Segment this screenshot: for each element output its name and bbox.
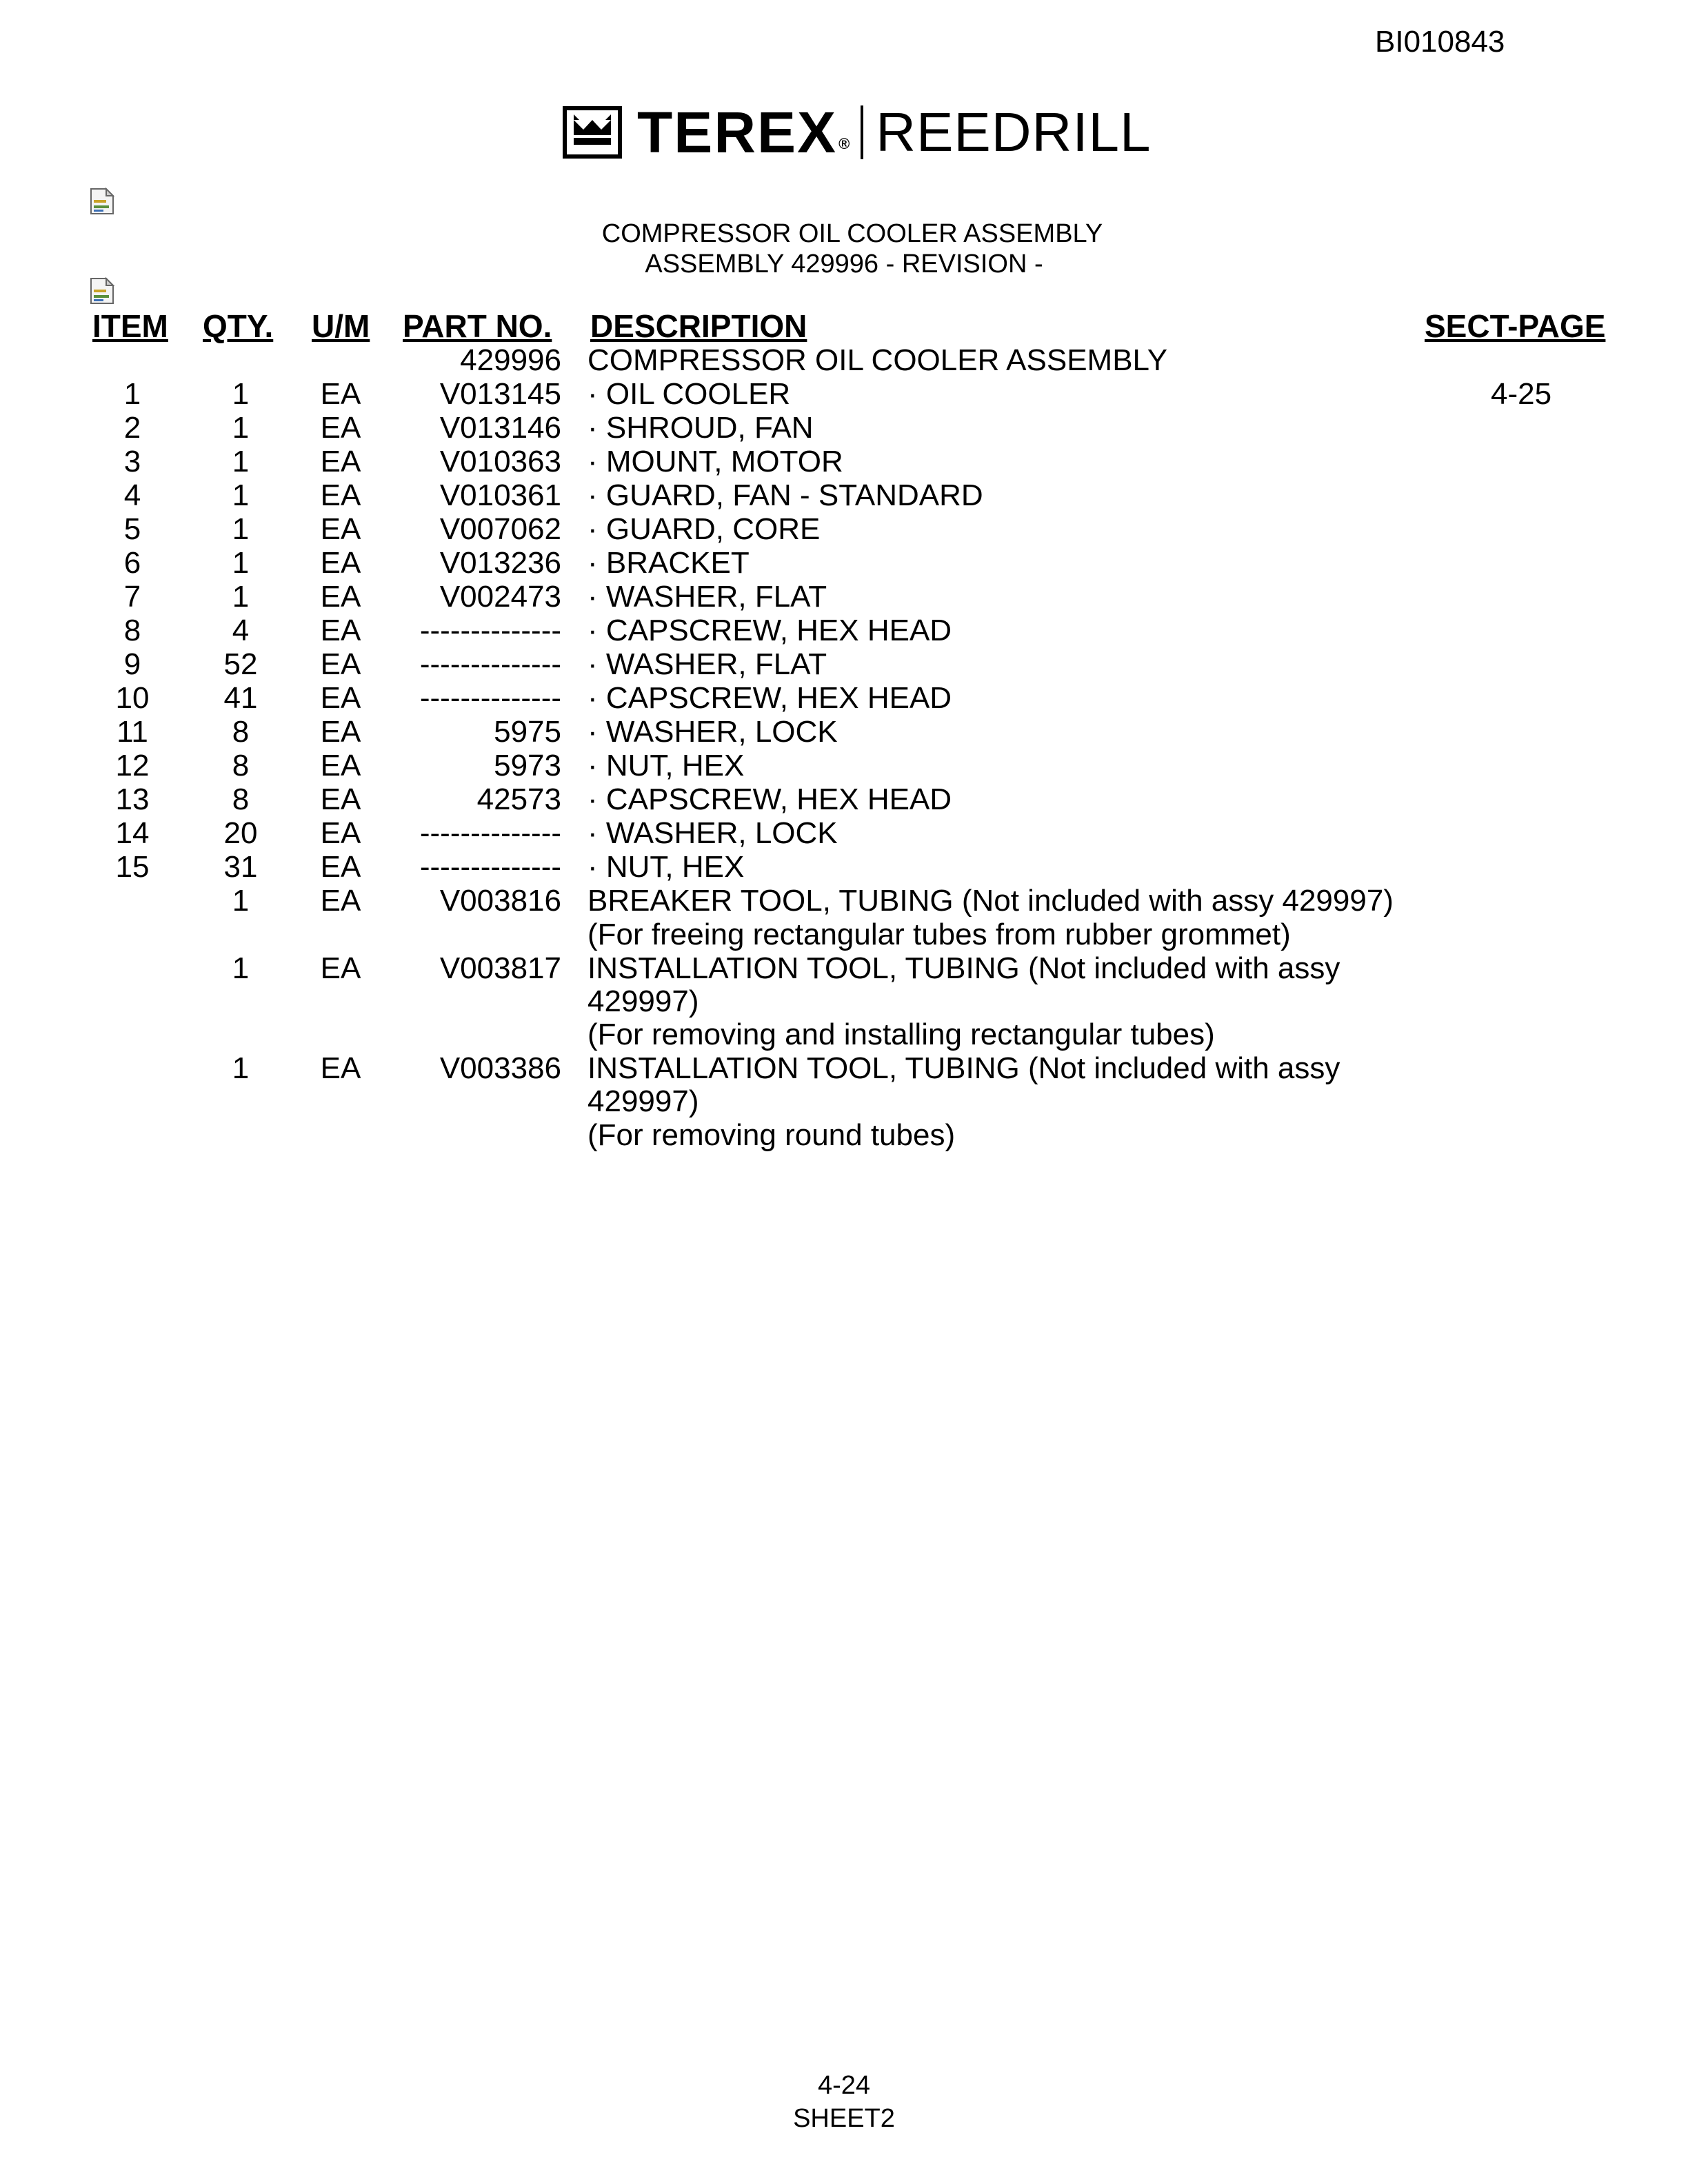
table-row bbox=[0, 1018, 1688, 1051]
table-row bbox=[0, 681, 1688, 715]
part-no-cell: V013146 bbox=[439, 411, 561, 445]
qty-cell: 8 bbox=[232, 715, 250, 749]
part-no-cell: V003817 bbox=[439, 951, 561, 985]
qty-cell: 1 bbox=[232, 580, 250, 614]
part-no-cell: V003386 bbox=[439, 1051, 561, 1085]
qty-cell: 8 bbox=[232, 749, 250, 782]
table-row bbox=[0, 512, 1688, 546]
um-cell: EA bbox=[320, 614, 361, 647]
description-cell: · CAPSCREW, HEX HEAD bbox=[587, 681, 952, 715]
assembly-revision: ASSEMBLY 429996 - REVISION - bbox=[645, 250, 1043, 279]
page-number: 4-24 bbox=[817, 2071, 871, 2100]
description-cell: 429997) bbox=[587, 984, 699, 1018]
header-um: U/M bbox=[312, 308, 370, 344]
item-cell: 7 bbox=[123, 580, 141, 614]
header-item: ITEM bbox=[92, 308, 168, 344]
um-cell: EA bbox=[320, 546, 361, 580]
description-cell: · NUT, HEX bbox=[587, 850, 745, 884]
part-no-cell: V003816 bbox=[439, 884, 561, 918]
description-cell: · GUARD, FAN - STANDARD bbox=[587, 478, 983, 512]
header-description: DESCRIPTION bbox=[590, 308, 807, 344]
part-no-cell: V002473 bbox=[439, 580, 561, 614]
part-no-cell: 429996 bbox=[460, 343, 561, 377]
description-cell: (For removing and installing rectangular tubes) bbox=[587, 1018, 1215, 1051]
um-cell: EA bbox=[320, 1051, 361, 1085]
header-qty: QTY. bbox=[203, 308, 274, 344]
description-cell: · BRACKET bbox=[587, 546, 750, 580]
um-cell: EA bbox=[320, 715, 361, 749]
table-row bbox=[0, 546, 1688, 580]
description-cell: · WASHER, FLAT bbox=[587, 580, 827, 614]
item-cell: 8 bbox=[123, 614, 141, 647]
logo-brand: TEREX bbox=[637, 100, 838, 165]
description-cell: INSTALLATION TOOL, TUBING (Not included with assy bbox=[587, 1051, 1340, 1085]
qty-cell: 1 bbox=[232, 546, 250, 580]
part-no-cell: -------------- bbox=[419, 681, 561, 715]
description-cell: · NUT, HEX bbox=[587, 749, 745, 782]
um-cell: EA bbox=[320, 512, 361, 546]
item-cell: 9 bbox=[123, 647, 141, 681]
table-row bbox=[0, 647, 1688, 681]
item-cell: 2 bbox=[123, 411, 141, 445]
qty-cell: 1 bbox=[232, 884, 250, 918]
um-cell: EA bbox=[320, 478, 361, 512]
item-cell: 6 bbox=[123, 546, 141, 580]
description-cell: 429997) bbox=[587, 1084, 699, 1118]
um-cell: EA bbox=[320, 884, 361, 918]
table-row bbox=[0, 478, 1688, 512]
description-cell: · MOUNT, MOTOR bbox=[587, 445, 843, 478]
description-cell: · WASHER, FLAT bbox=[587, 647, 827, 681]
logo-registered-mark: ® bbox=[838, 135, 850, 152]
qty-cell: 1 bbox=[232, 1051, 250, 1085]
table-row bbox=[0, 1084, 1688, 1118]
um-cell: EA bbox=[320, 377, 361, 411]
table-row bbox=[0, 411, 1688, 445]
part-no-cell: 5973 bbox=[494, 749, 561, 782]
um-cell: EA bbox=[320, 445, 361, 478]
table-row bbox=[0, 749, 1688, 782]
table-row bbox=[0, 884, 1688, 918]
um-cell: EA bbox=[320, 850, 361, 884]
description-cell: INSTALLATION TOOL, TUBING (Not included with assy bbox=[587, 951, 1340, 985]
table-row bbox=[0, 715, 1688, 749]
item-cell: 13 bbox=[115, 782, 150, 816]
qty-cell: 41 bbox=[223, 681, 258, 715]
item-cell: 11 bbox=[117, 715, 148, 749]
description-cell: · WASHER, LOCK bbox=[587, 715, 838, 749]
um-cell: EA bbox=[320, 951, 361, 985]
part-no-cell: V010361 bbox=[439, 478, 561, 512]
item-cell: 15 bbox=[115, 850, 150, 884]
qty-cell: 1 bbox=[232, 411, 250, 445]
logo-subbrand: REEDRILL bbox=[876, 101, 1152, 163]
qty-cell: 1 bbox=[232, 445, 250, 478]
sect-page-cell: 4-25 bbox=[1491, 377, 1552, 411]
item-cell: 5 bbox=[123, 512, 141, 546]
item-cell: 4 bbox=[123, 478, 141, 512]
description-cell: · CAPSCREW, HEX HEAD bbox=[587, 614, 952, 647]
um-cell: EA bbox=[320, 647, 361, 681]
um-cell: EA bbox=[320, 681, 361, 715]
table-row bbox=[0, 918, 1688, 951]
document-title: COMPRESSOR OIL COOLER ASSEMBLY bbox=[601, 219, 1103, 248]
part-no-cell: V010363 bbox=[439, 445, 561, 478]
embedded-document-icon[interactable] bbox=[90, 188, 114, 215]
description-cell: COMPRESSOR OIL COOLER ASSEMBLY bbox=[587, 343, 1168, 377]
description-cell: (For freeing rectangular tubes from rubber grommet) bbox=[587, 918, 1291, 951]
um-cell: EA bbox=[320, 411, 361, 445]
description-cell: · OIL COOLER bbox=[587, 377, 791, 411]
qty-cell: 20 bbox=[223, 816, 258, 850]
part-no-cell: V007062 bbox=[439, 512, 561, 546]
document-id: BI010843 bbox=[1375, 25, 1505, 59]
qty-cell: 1 bbox=[232, 377, 250, 411]
qty-cell: 1 bbox=[232, 512, 250, 546]
table-row bbox=[0, 1118, 1688, 1152]
part-no-cell: -------------- bbox=[419, 647, 561, 681]
qty-cell: 52 bbox=[223, 647, 258, 681]
logo-divider bbox=[861, 105, 863, 159]
table-row bbox=[0, 580, 1688, 614]
table-row bbox=[0, 816, 1688, 850]
description-cell: · WASHER, LOCK bbox=[587, 816, 838, 850]
item-cell: 3 bbox=[123, 445, 141, 478]
qty-cell: 31 bbox=[223, 850, 258, 884]
part-no-cell: -------------- bbox=[419, 816, 561, 850]
item-cell: 10 bbox=[115, 681, 150, 715]
table-row bbox=[0, 343, 1688, 377]
header-sect-page: SECT-PAGE bbox=[1425, 308, 1606, 344]
description-cell: · GUARD, CORE bbox=[587, 512, 821, 546]
terex-reedrill-logo bbox=[563, 100, 1152, 165]
part-no-cell: 5975 bbox=[494, 715, 561, 749]
description-cell: · SHROUD, FAN bbox=[587, 411, 814, 445]
table-row bbox=[0, 377, 1688, 411]
part-no-cell: V013145 bbox=[439, 377, 561, 411]
item-cell: 12 bbox=[115, 749, 150, 782]
table-row bbox=[0, 445, 1688, 478]
um-cell: EA bbox=[320, 580, 361, 614]
terex-crown-icon bbox=[563, 106, 622, 159]
part-no-cell: 42573 bbox=[476, 782, 561, 816]
qty-cell: 8 bbox=[232, 782, 250, 816]
embedded-document-icon[interactable] bbox=[90, 277, 114, 305]
um-cell: EA bbox=[320, 749, 361, 782]
part-no-cell: -------------- bbox=[419, 614, 561, 647]
qty-cell: 1 bbox=[232, 478, 250, 512]
part-no-cell: V013236 bbox=[439, 546, 561, 580]
description-cell: BREAKER TOOL, TUBING (Not included with assy 429997) bbox=[587, 884, 1394, 918]
table-row bbox=[0, 782, 1688, 816]
qty-cell: 4 bbox=[232, 614, 250, 647]
table-row bbox=[0, 951, 1688, 985]
table-row bbox=[0, 614, 1688, 647]
item-cell: 14 bbox=[115, 816, 150, 850]
header-part-no: PART NO. bbox=[403, 308, 552, 344]
table-row bbox=[0, 984, 1688, 1018]
um-cell: EA bbox=[320, 782, 361, 816]
sheet-label: SHEET2 bbox=[793, 2104, 895, 2133]
part-no-cell: -------------- bbox=[419, 850, 561, 884]
description-cell: (For removing round tubes) bbox=[587, 1118, 956, 1152]
table-row bbox=[0, 1051, 1688, 1085]
um-cell: EA bbox=[320, 816, 361, 850]
item-cell: 1 bbox=[123, 377, 141, 411]
description-cell: · CAPSCREW, HEX HEAD bbox=[587, 782, 952, 816]
table-row bbox=[0, 850, 1688, 884]
qty-cell: 1 bbox=[232, 951, 250, 985]
